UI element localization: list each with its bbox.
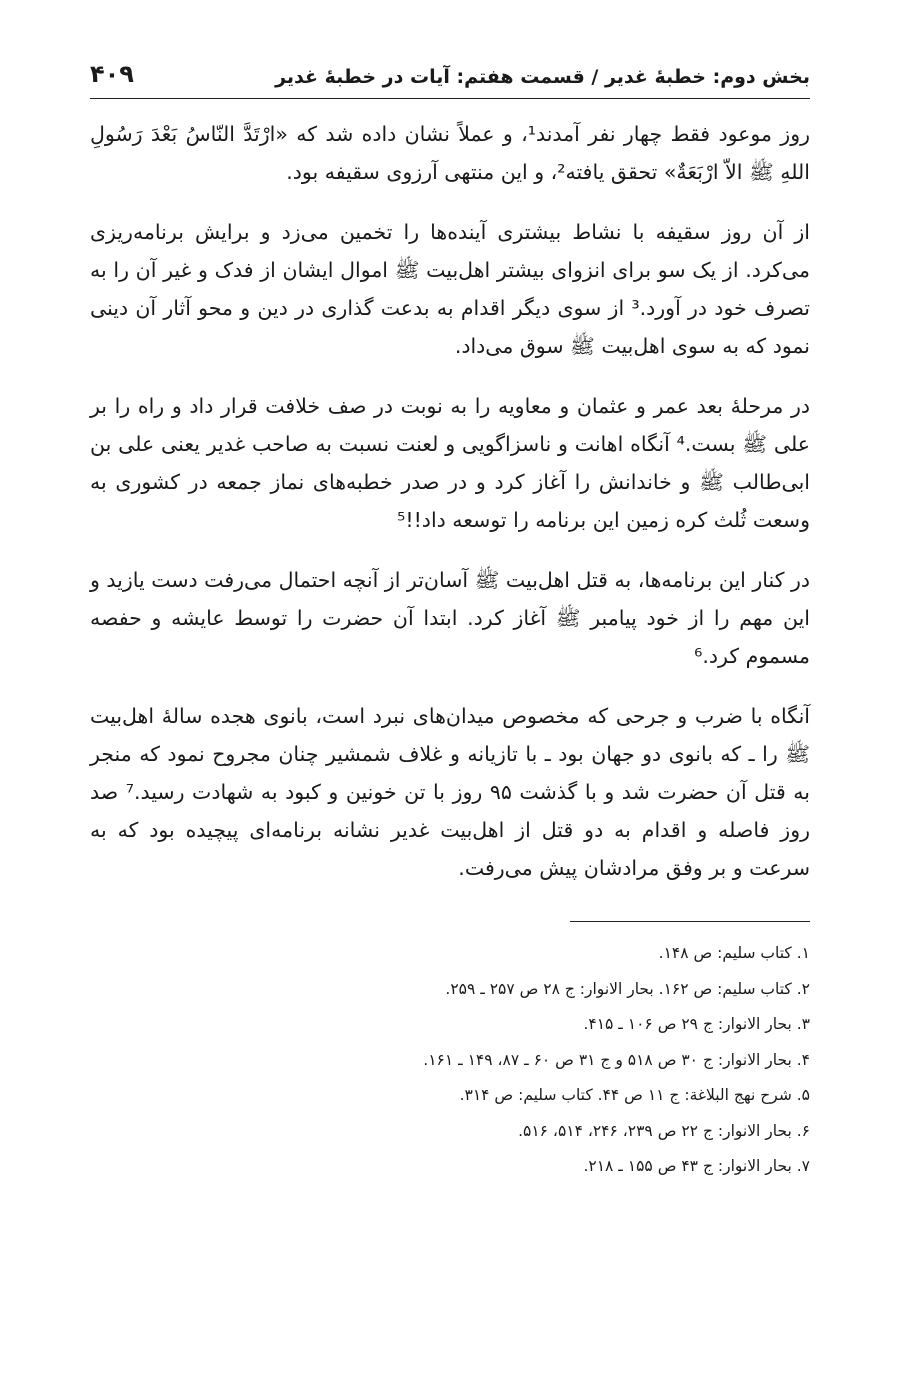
footnote: ۷. بحار الانوار: ج ۴۳ ص ۱۵۵ ـ ۲۱۸. (583, 1157, 810, 1175)
running-header (90, 60, 810, 99)
paragraph: آنگاه با ضرب و جرحی که مخصوص میدان‌های نبرد است، بانوی هجده سالهٔ اهل‌بیت ﷺ را ـ که بانوی دو جهان بود ـ با تازیانه و غلاف شمشیر چنان مجروح نمود که منجر به قتل آن حضرت شد و با گذشت ۹۵ روز با تن خونین و کبود به شهادت رسید.⁷ صد روز فاصله و اقدام به دو قتل از اهل‌بیت غدیر نشانه برنامه‌ای پیچیده بود که به سرعت و بر وفق مرادشان پیش می‌رفت. (90, 704, 811, 880)
footnote: ۵. شرح نهج البلاغة: ج ۱۱ ص ۴۴. کتاب سلیم: ص ۳۱۴. (459, 1086, 810, 1104)
footnote: ۶. بحار الانوار: ج ۲۲ ص ۲۳۹، ۲۴۶، ۵۱۴، ۵۱۶. (518, 1121, 810, 1140)
book-page (90, 60, 810, 1185)
footnote: ۱. کتاب سلیم: ص ۱۴۸. (658, 944, 810, 962)
footnote: ۴. بحار الانوار: ج ۳۰ ص ۵۱۸ و ج ۳۱ ص ۶۰ ـ ۸۷، ۱۴۹ ـ ۱۶۱. (423, 1050, 810, 1069)
paragraph: در کنار این برنامه‌ها، به قتل اهل‌بیت ﷺ آسان‌تر از آنچه احتمال می‌رفت دست یازید و این مهم را از خود پیامبر ﷺ آغاز کرد. ابتدا آن حضرت را توسط عایشه و حفصه مسموم کرد.⁶ (89, 568, 810, 668)
page-number: ۴۰۹ (90, 60, 134, 88)
footnote: ۳. بحار الانوار: ج ۲۹ ص ۱۰۶ ـ ۴۱۵. (583, 1015, 810, 1033)
footnote-list (90, 936, 810, 1185)
body-text (90, 115, 810, 887)
paragraph: در مرحلهٔ بعد عمر و عثمان و معاویه را به نوبت در صف خلافت قرار داد و راه را بر علی ﷺ بست.⁴ آنگاه اهانت و ناسزاگویی و لعنت نسبت به صاحب غدیر یعنی علی بن ابی‌طالب ﷺ و خاندانش را آغاز کرد و در صدر خطبه‌های نماز جمعه در کشوری به وسعت ثُلث کره زمین این برنامه را توسعه داد!!⁵ (90, 394, 810, 532)
footnote-divider (570, 921, 810, 922)
running-title: بخش دوم: خطبهٔ غدیر / قسمت هفتم: آیات در خطبهٔ غدیر (275, 66, 810, 88)
footnote: ۲. کتاب سلیم: ص ۱۶۲. بحار الانوار: ج ۲۸ ص ۲۵۷ ـ ۲۵۹. (445, 979, 810, 998)
paragraph: از آن روز سقیفه با نشاط بیشتری آینده‌ها را تخمین می‌زد و برایش برنامه‌ریزی می‌کرد. از یک سو برای انزوای بیشتر اهل‌بیت ﷺ اموال ایشان از فدک و غیر آن را به تصرف خود در آورد.³ از سوی دیگر اقدام به بدعت گذاری در دین و محو آثار آن دینی نمود که به سوی اهل‌بیت ﷺ سوق می‌داد. (90, 220, 811, 358)
paragraph: روز موعود فقط چهار نفر آمدند¹، و عملاً نشان داده شد که «ارْتَدَّ النّاسُ بَعْدَ رَسُولِ اللهِ ﷺ الاّ ارْبَعَةٌ» تحقق یافته²، و این منتهی آرزوی سقیفه بود. (90, 122, 810, 184)
